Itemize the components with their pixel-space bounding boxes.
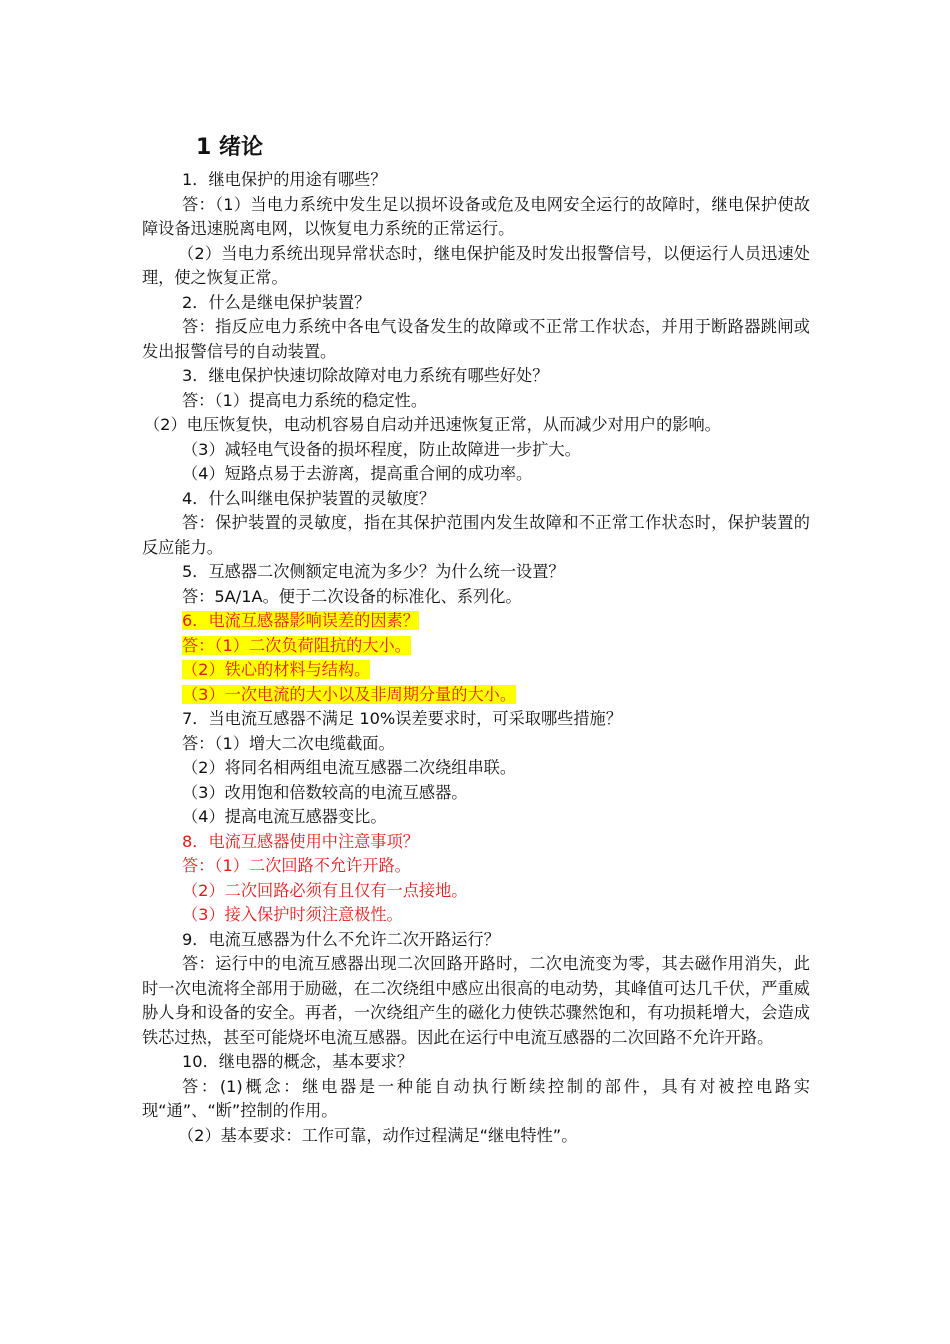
chapter-heading: 1 绪论 xyxy=(196,135,263,160)
answer-5: 答：5A/1A。便于二次设备的标准化、系列化。 xyxy=(182,586,522,606)
question-5: 5．互感器二次侧额定电流为多少？为什么统一设置？ xyxy=(182,562,565,581)
answer-6-part-1-highlight: 答：（1）二次负荷阻抗的大小。 xyxy=(182,635,411,655)
answer-3-part-4: （4）短路点易于去游离，提高重合闸的成功率。 xyxy=(182,464,533,483)
answer-6-part-1-line xyxy=(142,634,810,659)
answer-10-part-1: 答：(1)概念：继电器是一种能自动执行断续控制的部件，具有对被控电路实现“通”、“断”控制的作用。 xyxy=(142,1076,810,1120)
question-6-highlight: 6．电流互感器影响误差的因素？ xyxy=(182,611,419,630)
answer-6-part-3-line xyxy=(142,683,810,708)
answer-3-part-1: 答：（1）提高电力系统的稳定性。 xyxy=(182,390,428,410)
answer-1-part-1: 答：（1）当电力系统中发生足以损坏设备或危及电网安全运行的故障时，继电保护使故障设备迅速脱离电网，以恢复电力系统的正常运行。 xyxy=(142,194,810,238)
document-body xyxy=(142,132,810,1148)
answer-4: 答：保护装置的灵敏度，指在其保护范围内发生故障和不正常工作状态时，保护装置的反应能力。 xyxy=(142,513,810,557)
answer-7-part-3: （3）改用饱和倍数较高的电流互感器。 xyxy=(182,782,468,802)
answer-6-part-2-highlight: （2）铁心的材料与结构。 xyxy=(182,660,371,679)
question-2: 2．什么是继电保护装置？ xyxy=(182,292,371,312)
question-3: 3．继电保护快速切除故障对电力系统有哪些好处？ xyxy=(182,366,549,385)
answer-1-part-2: （2）当电力系统出现异常状态时，继电保护能及时发出报警信号，以便运行人员迅速处理，使之恢复正常。 xyxy=(142,243,810,287)
question-6-line xyxy=(142,609,810,634)
answer-9: 答：运行中的电流互感器出现二次回路开路时，二次电流变为零，其去磁作用消失，此时一次电流将全部用于励磁，在二次绕组中感应出很高的电动势，其峰值可达几千伏，严重威胁人身和设备的安全。再者，一次绕组产生的磁化力使铁芯骤然饱和，有功损耗增大，会造成铁芯过热，甚至可能烧坏电流互感器。因此在运行中电流互感器的二次回路不允许开路。 xyxy=(142,954,810,1047)
question-4: 4．什么叫继电保护装置的灵敏度？ xyxy=(182,488,436,508)
answer-8-part-1: 答：（1）二次回路不允许开路。 xyxy=(182,856,411,875)
question-7: 7．当电流互感器不满足 10%误差要求时，可采取哪些措施？ xyxy=(182,709,622,728)
question-1: 1．继电保护的用途有哪些？ xyxy=(182,170,387,189)
answer-6-part-2-line xyxy=(142,658,810,683)
question-9: 9．电流互感器为什么不允许二次开路运行？ xyxy=(182,929,500,949)
question-8: 8．电流互感器使用中注意事项？ xyxy=(182,831,419,851)
answer-7-part-1: 答：（1）增大二次电缆截面。 xyxy=(182,733,395,753)
answer-8-part-3: （3）接入保护时须注意极性。 xyxy=(182,905,403,924)
answer-10-part-2: （2）基本要求：工作可靠，动作过程满足“继电特性”。 xyxy=(178,1125,578,1145)
answer-7-part-4: （4）提高电流互感器变比。 xyxy=(182,807,387,826)
answer-6-part-3-highlight: （3）一次电流的大小以及非周期分量的大小。 xyxy=(182,684,517,704)
answer-7-part-2: （2）将同名相两组电流互感器二次绕组串联。 xyxy=(182,758,517,777)
answer-8-part-2: （2）二次回路必须有且仅有一点接地。 xyxy=(182,880,468,900)
answer-2: 答：指反应电力系统中各电气设备发生的故障或不正常工作状态，并用于断路器跳闸或发出报警信号的自动装置。 xyxy=(142,317,810,361)
answer-3-part-2: （2）电压恢复快，电动机容易自启动并迅速恢复正常，从而减少对用户的影响。 xyxy=(144,415,721,434)
question-10: 10．继电器的概念，基本要求？ xyxy=(182,1052,414,1071)
answer-3-part-3: （3）减轻电气设备的损坏程度，防止故障进一步扩大。 xyxy=(182,439,581,459)
